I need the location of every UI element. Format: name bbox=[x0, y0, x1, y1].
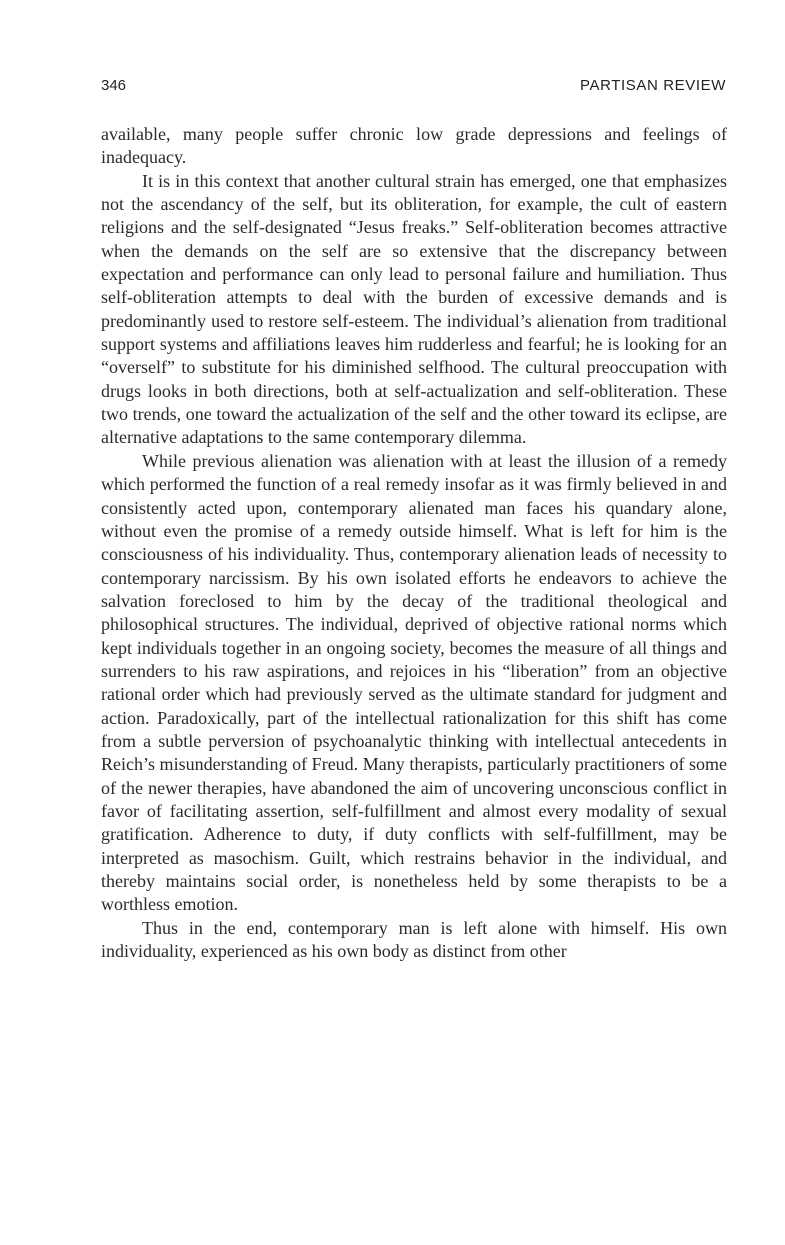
page-number: 346 bbox=[101, 77, 127, 94]
paragraph: Thus in the end, contemporary man is left alone with himself. His own individuality, experienced as his own body as distinct from other bbox=[101, 917, 727, 962]
paragraph-continuation: available, many people suffer chronic low grade depressions and feelings of inadequacy. bbox=[101, 124, 727, 168]
paragraph: It is in this context that another cultural strain has emerged, one that emphasizes not the ascendancy of the self, but its obliteration, for example, the cult of eastern religions and the self-designated “Jesus freaks.” Self-obliteration becomes attractive when the demands on the self are so extensive that the discrepancy between expectation and performance can only lead to personal failure and humiliation. Thus self-obliteration attempts to deal with the burden of excessive demands and is predominantly used to restore self-esteem. The individual’s alienation from traditional support systems and affiliations leaves him rudderless and fearful; he is looking for an “overself” to substitute for his diminished selfhood. The cultural preoccupation with drugs looks in both directions, both at self-actualization and self-obliteration. These two trends, one toward the actualization of the self and the other toward its eclipse, are alternative adaptations to the same contemporary dilemma. bbox=[101, 170, 727, 448]
running-head bbox=[101, 77, 726, 97]
body-text bbox=[101, 123, 727, 963]
journal-title: PARTISAN REVIEW bbox=[580, 77, 726, 94]
paragraph: While previous alienation was alienation with at least the illusion of a remedy which performed the function of a real remedy insofar as it was firmly believed in and consistently acted upon, contemporary alienated man faces his quandary alone, without even the promise of a remedy outside himself. What is left for him is the consciousness of his individuality. Thus, contemporary alienation leads of necessity to contemporary narcissism. By his own isolated efforts he endeavors to achieve the salvation foreclosed to him by the decay of the traditional theological and philosophical structures. The individual, deprived of objective rational norms which kept individuals together in an ongoing society, becomes the measure of all things and surrenders to his raw aspirations, and rejoices in his “liberation” from an objective rational order which had previously served as the ultimate standard for judgment and action. Paradoxically, part of the intellectual rationalization for this shift has come from a subtle perversion of psychoanalytic thinking with intellectual antecedents in Reich’s misunderstanding of Freud. Many therapists, particularly practitioners of some of the newer therapies, have abandoned the aim of uncovering unconscious conflict in favor of facilitating assertion, self-fulfillment and almost every modality of sexual gratification. Adherence to duty, if duty conflicts with self-fulfillment, may be interpreted as masochism. Guilt, which restrains behavior in the individual, and thereby maintains social order, is nonetheless held by some therapists to be a worthless emotion. bbox=[101, 450, 727, 915]
